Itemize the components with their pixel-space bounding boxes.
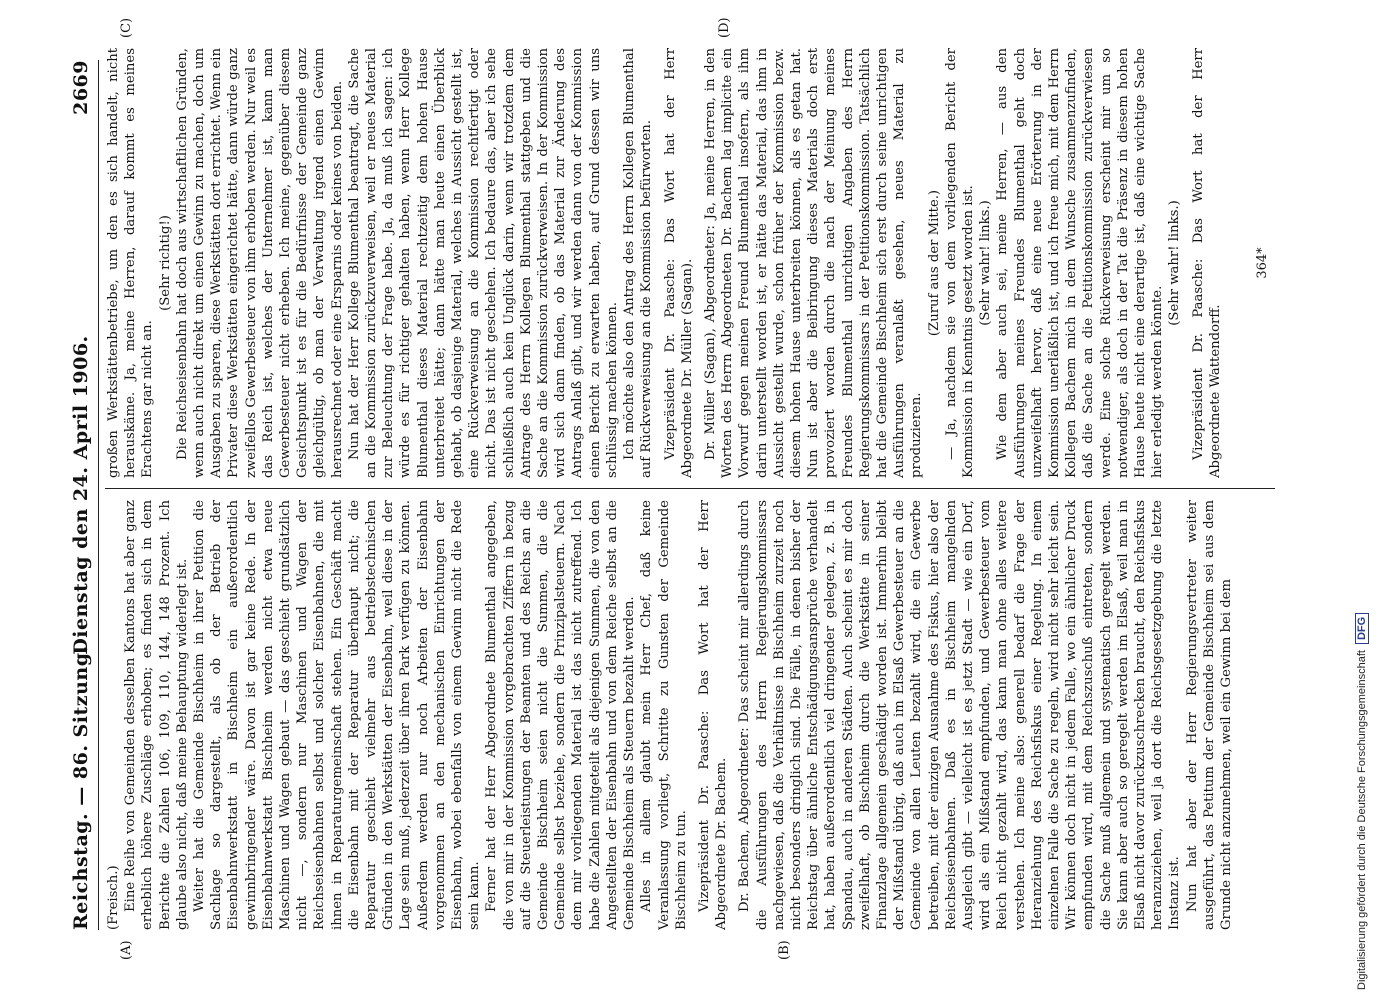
speaker-line: Vizepräsident Dr. Paasche: Das Wort hat der Herr Abgeordnete Wattendorff. xyxy=(1190,48,1223,478)
paragraph: Wie dem aber auch sei, meine Herren, — aus den Ausführungen meines Freundes Blumenthal geht doch unzweifelhaft hervor, daß eine neue Erörterung in der Kommission unerläßlich ist, und ich freue mich, mit dem Herrn Kollegen Bachem mich in dem Wunsche zusammenzufinden, daß die Sache an die Petitionskommission zurückverwiesen werde. Eine solche Rückverweisung erscheint mir um so notwendiger, als doch in der Tat die Präsenz in diesem hohen Hause heute nicht eine derartige ist, daß eine wichtige Sache hier erledigt werden könnte. xyxy=(995,48,1166,478)
left-column xyxy=(105,500,1275,930)
paragraph: Ferner hat der Herr Abgeordnete Blumenthal angegeben, die von mir in der Kommission vorgebrachten Ziffern in bezug auf die Steuerleistungen der Beamten und des Reichs an die Gemeinde Bischheim seien nicht die Summen, die die Gemeinde selbst beziehe, sondern die Prinzipalsteuern. Nach dem mir vorliegenden Material ist das nicht zutreffend. Ich habe die Zahlen mitgeteilt als diejenigen Summen, die von den Angestellten der Eisenbahn und von dem Reiche selbst an die Gemeinde Bischheim als Steuern bezahlt werden. xyxy=(484,500,638,930)
interjection: (Sehr richtig!) xyxy=(157,215,173,311)
interjection: (Sehr wahr! links.) xyxy=(978,200,994,326)
paragraph: Alles in allem glaubt mein Herr Chef, daß keine Veranlassung vorliegt, Schritte zu Gunsten der Gemeinde Bischheim zu tun. xyxy=(639,500,689,930)
page-header xyxy=(68,60,99,930)
margin-marker-b: (B) xyxy=(777,940,792,960)
header-date: Dienstag den 24. April 1906. xyxy=(70,335,92,655)
paragraph: Ich möchte also den Antrag des Herrn Kollegen Blumenthal auf Rückverweisung an die Kommission befürworten. xyxy=(622,48,655,478)
paragraph: Dr. Bachem, Abgeordneter: Das scheint mir allerdings durch die Ausführungen des Herrn Regierungskommissars nachgewiesen, daß die Verhältnisse in Bischheim zurzeit noch nicht besonders dringlich sind. Die Fälle, in denen bisher der Reichstag über ähnliche Entschädigungsansprüche verhandelt hat, haben außerordentlich viel dringender gelegen, z. B. in Spandau, auch in anderen Städten. Auch scheint es mir doch zweifelhaft, ob Bischheim durch die Werkstätte in seiner Finanzlage allgemein geschädigt worden ist. Immerhin bleibt der Mißstand übrig, daß auch im Elsaß Gewerbesteuer an die Gemeinde von allen Leuten bezahlt wird, die ein Gewerbe betreiben, mit der einzigen Ausnahme des Fiskus, hier also der Reichseisenbahnen. Daß es in Bischheim mangelnden Ausgleich gibt — vielleicht ist es jetzt Stadt — wie ein Dorf, wird als ein Mißstand empfunden, und Gewerbesteuer vom Reich nicht gezahlt wird, das kann man ohne alles weitere verstehen. Ich meine also: generell bedarf die Frage der Heranziehung des Reichsfiskus einer Regelung. In einem einzelnen Falle die Sache zu regeln, wird nicht sehr leicht sein. Wir können doch nicht in jedem Falle, wo ein ähnlicher Druck empfunden wird, mit dem Reichszuschuß eintreten, sondern die Sache muß allgemein und systematisch geregelt werden. Sie kann aber auch so geregelt werden im Elsaß, weil man in Elsaß nicht davor zurückzuschrecken braucht, den Reichsfiskus heranzuziehen, weil ja dort die Reichsgesetzgebung die letzte Instanz ist. xyxy=(737,500,1183,930)
party-note: (Freisch.) xyxy=(106,865,121,930)
digitization-note: Digitalisierung gefördert durch die Deutsche Forschungsgemeinschaft xyxy=(1356,650,1368,990)
margin-marker-d: (D) xyxy=(717,17,732,38)
paragraph: großen Werkstättenbetriebe, um den es sich handelt, nicht herauskäme. Ja, meine Herren, darauf kommt es meines Erachtens gar nicht an. xyxy=(106,48,156,478)
sheet-signature: 364* xyxy=(1255,247,1270,279)
paragraph: Eine Reihe von Gemeinden desselben Kantons hat aber ganz erheblich höhere Zuschläge erhoben; es finden sich in dem Berichte die Zahlen 106, 109, 110, 144, 148 Prozent. Ich glaube also nicht, daß meine Behauptung widerlegt ist. xyxy=(123,500,190,930)
digitization-footer xyxy=(1349,10,1375,990)
paragraph: — Ja, nachdem sie von dem vorliegenden Bericht der Kommission in Kenntnis gesetzt worden ist. xyxy=(943,48,976,478)
margin-marker-c: (C) xyxy=(119,17,134,38)
paragraph: Nun hat der Herr Kollege Blumenthal beantragt, die Sache an die Kommission zurückzuverweisen, weil er neues Material zur Beleuchtung der Frage habe. Ja, da muß ich sagen: ich würde es für richtiger gehalten haben, wenn Herr Kollege Blumenthal dieses Material rechtzeitig dem hohen Hause unterbreitet hätte; dann hätte man heute einen Überblick gehabt, ob dasjenige Material, welches in Aussicht gestellt ist, eine Rückverweisung an die Kommission rechtfertigt oder nicht. Das ist nicht geschehen. Ich bedaure das, aber ich sehe schließlich auch kein Unglück darin, wenn wir trotzdem dem Antrage des Herrn Kollegen Blumenthal stattgeben und die Sache an die Kommission zurückverweisen. In der Kommission wird sich dann finden, ob das Material zur Änderung des Antrags Anlaß gibt, und wir werden dann von der Kommission einen Bericht zu erwarten haben, auf Grund dessen wir uns schlüssig machen können. xyxy=(346,48,620,478)
speaker-line: Vizepräsident Dr. Paasche: Das Wort hat der Herr Abgeordnete Dr. Müller (Sagan). xyxy=(662,48,695,478)
interjection: (Zuruf aus der Mitte.) xyxy=(926,189,942,337)
speaker-line: Vizepräsident Dr. Paasche: Das Wort hat der Herr Abgeordnete Dr. Bachem. xyxy=(696,500,730,930)
right-column xyxy=(105,48,1275,478)
interjection: (Sehr wahr! links.) xyxy=(1167,200,1183,326)
paragraph: Dr. Müller (Sagan), Abgeordneter: Ja, meine Herren, in den Worten des Herrn Abgeordneten Dr. Bachem lag implicite ein Vorwurf gegen meinen Freund Blumenthal insofern, als ihm darin unterstellt worden ist, er hätte das Material, das ihm in Aussicht gestellt wurde, schon früher der Kommission bezw. diesem hohen Hause unterbreiten können, als es getan hat. Nun ist aber die Beibringung dieses Materials doch erst provoziert worden durch die nach der Meinung meines Freundes Blumenthal unrichtigen Angaben des Herrn Regierungskommissars in der Petitionskommission. Tatsächlich hat die Gemeinde Bischheim sich erst durch seine unrichtigen Ausführungen veranlaßt gesehen, neues Material zu produzieren. xyxy=(702,48,925,478)
paragraph: Weiter hat die Gemeinde Bischheim in ihrer Petition die Sachlage so dargestellt, als ob der Betrieb der Eisenbahnwerkstatt in Bischheim ein außerordentlich gewinnbringender wäre. Davon ist gar keine Rede. In der Eisenbahnwerkstatt Bischheim werden nicht etwa neue Maschinen und Wagen gebaut — das geschieht grundsätzlich nicht —, sondern nur Maschinen und Wagen der Reichseisenbahnen selbst und solcher Eisenbahnen, die mit ihnen in Reparaturgemeinschaft stehen. Ein Geschäft macht die Eisenbahn mit der Reparatur überhaupt nicht; die Reparatur geschieht vielmehr aus betriebstechnischen Gründen in den Werkstätten der Eisenbahn, weil diese in der Lage sein muß, jederzeit über ihren Park verfügen zu können. Außerdem werden nur noch Arbeiten der Eisenbahn vorgenommen an den mechanischen Einrichtungen der Eisenbahn, wobei ebenfalls von einem Gewinn nicht die Rede sein kann. xyxy=(192,500,483,930)
margin-marker-a: (A) xyxy=(119,940,134,960)
header-left: Reichstag. — 86. Sitzung. xyxy=(70,645,92,930)
paragraph: Die Reichseisenbahn hat doch aus wirtschaftlichen Gründen, wenn auch nicht direkt um einen Gewinn zu machen, doch um Ausgaben zu sparen, diese Werkstätten dort errichtet. Wenn ein Privater diese Werkstätten eingerichtet hätte, dann würde ganz zweifellos Gewerbesteuer von ihm erhoben werden. Nur weil es das Reich ist, welches der Unternehmer ist, kann man Gewerbesteuer nicht erheben. Ich meine, gegenüber diesem Gesichtspunkt ist es für die Bedürfnisse der Gemeinde ganz gleichgültig, ob man der Verwaltung irgend einen Gewinn herausrechnet oder eine Ersparnis oder keines von beiden. xyxy=(174,48,345,478)
document-page xyxy=(60,17,1310,970)
text-columns xyxy=(105,17,1275,960)
page-number: 2669 xyxy=(70,60,92,115)
paragraph: Nun hat aber der Herr Regierungsvertreter weiter ausgeführt, das Petitum der Gemeinde Bischheim sei aus dem Grunde nicht anzunehmen, weil ein Gewinn bei dem xyxy=(1184,500,1234,930)
dfg-logo: DFG xyxy=(1355,613,1369,644)
column-rule xyxy=(105,488,1275,489)
